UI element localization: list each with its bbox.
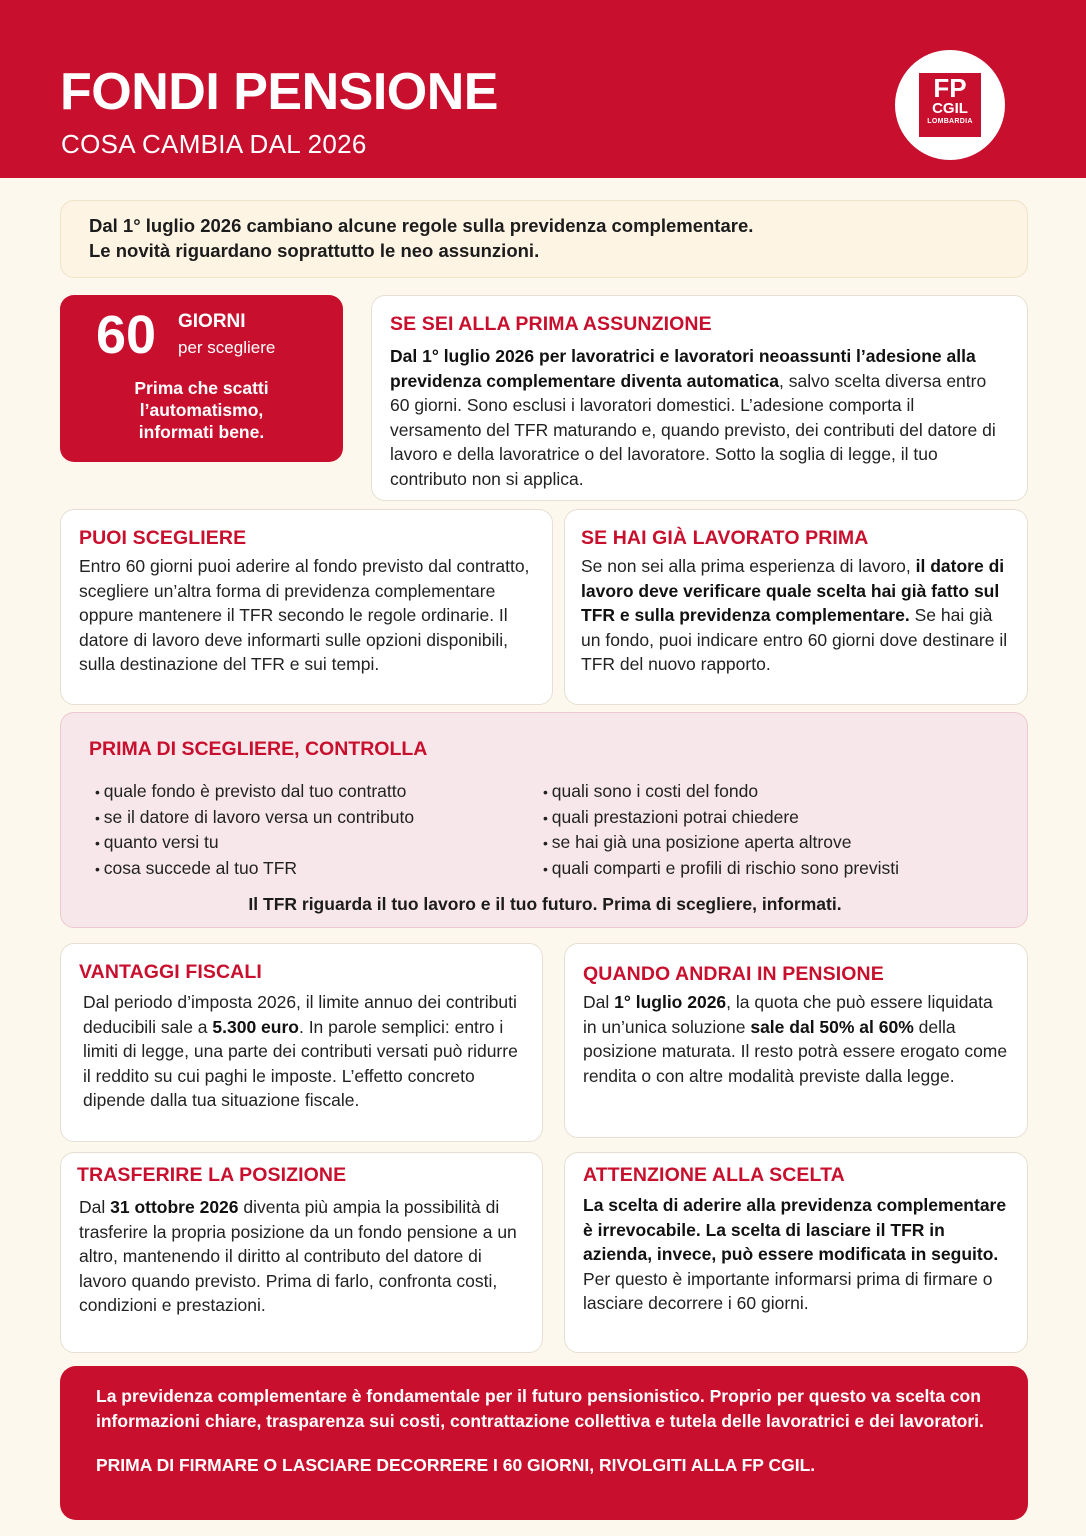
days-caption: per scegliere bbox=[178, 338, 276, 357]
checklist-item: • quali prestazioni potrai chiedere bbox=[543, 805, 899, 831]
worked-before-card bbox=[564, 509, 1028, 705]
retirement-text-3: della posizione maturata. Il resto potrà essere erogato come rendita o con altre modalità previste dalla legge. bbox=[583, 1016, 1008, 1086]
footer-banner bbox=[60, 1366, 1028, 1520]
header-banner bbox=[0, 0, 1086, 178]
days-unit: GIORNI bbox=[178, 311, 246, 332]
checklist-item: • quali sono i costi del fondo bbox=[543, 779, 899, 805]
transfer-text-1: Dal bbox=[79, 1197, 111, 1217]
choose-card bbox=[60, 509, 553, 705]
warning-card bbox=[564, 1152, 1028, 1353]
checklist-column-2 bbox=[543, 779, 899, 881]
footer-cta: PRIMA DI FIRMARE O LASCIARE DECORRERE I 60 GIORNI, RIVOLGITI ALLA FP CGIL. bbox=[96, 1455, 816, 1475]
days-note-line-1: Prima che scatti bbox=[134, 378, 269, 398]
first-hire-bold: Dal 1° luglio 2026 per lavoratrici e lavoratori neoassunti l’adesione alla previdenza complementare diventa automatica bbox=[390, 346, 976, 391]
intro-line-2: Le novità riguardano soprattutto le neo assunzioni. bbox=[89, 240, 540, 261]
intro-line-1: Dal 1° luglio 2026 cambiano alcune regole sulla previdenza complementare. bbox=[89, 215, 754, 236]
tax-title: VANTAGGI FISCALI bbox=[79, 961, 262, 983]
choose-title: PUOI SCEGLIERE bbox=[79, 527, 247, 549]
checklist-item: • se il datore di lavoro versa un contributo bbox=[95, 805, 414, 831]
checklist-title: PRIMA DI SCEGLIERE, CONTROLLA bbox=[89, 738, 428, 760]
worked-before-title: SE HAI GIÀ LAVORATO PRIMA bbox=[581, 527, 869, 549]
transfer-text-2: diventa più ampia la possibilità di trasferire la propria posizione da un fondo pensione a un altro, mantenendo il diritto al contributo del datore di lavoro quando previsto. Prima di farlo, confronta costi, condizioni e prestazioni. bbox=[79, 1197, 517, 1315]
tax-bold: 5.300 euro bbox=[212, 1016, 299, 1037]
checklist-panel bbox=[60, 712, 1028, 928]
logo-line-cgil: CGIL bbox=[932, 100, 968, 117]
worked-before-text bbox=[581, 554, 1011, 677]
first-hire-title: SE SEI ALLA PRIMA ASSUNZIONE bbox=[390, 313, 712, 335]
warning-title: ATTENZIONE ALLA SCELTA bbox=[583, 1164, 845, 1186]
tax-text-2: . In parole semplici: entro i limiti di legge, una parte dei contributi versati può ridurre il reddito su cui paghi le imposte. L’effetto concreto dipende dalla tua situazione fiscale. bbox=[83, 1016, 518, 1110]
fp-cgil-logo bbox=[895, 50, 1005, 160]
retirement-text bbox=[583, 990, 1009, 1088]
warning-rest: Per questo è importante informarsi prima di firmare o lasciare decorrere i 60 giorni. bbox=[583, 1268, 993, 1313]
transfer-title: TRASFERIRE LA POSIZIONE bbox=[77, 1164, 347, 1186]
days-note-line-3: informati bene. bbox=[138, 422, 265, 442]
worked-before-bold: il datore di lavoro deve verificare quale scelta hai già fatto sul TFR e sulla previdenza complementare. bbox=[581, 556, 1005, 625]
checklist-item: • cosa succede al tuo TFR bbox=[95, 856, 414, 882]
retirement-text-2: , la quota che può essere liquidata in un’unica soluzione bbox=[583, 992, 993, 1037]
logo-line-region: LOMBARDIA bbox=[927, 118, 973, 125]
retirement-card bbox=[564, 943, 1028, 1138]
page-subtitle: COSA CAMBIA DAL 2026 bbox=[61, 129, 367, 159]
logo-mark bbox=[919, 73, 981, 137]
logo-line-fp: FP bbox=[933, 73, 967, 103]
intro-box bbox=[60, 200, 1028, 278]
checklist-item: • quali comparti e profili di rischio sono previsti bbox=[543, 856, 899, 882]
transfer-text bbox=[77, 1195, 526, 1318]
first-hire-text bbox=[390, 344, 1009, 491]
choose-text: Entro 60 giorni puoi aderire al fondo previsto dal contratto, scegliere un’altra forma di previdenza complementare oppure mantenere il TFR secondo le regole ordinarie. Il datore di lavoro deve informarti sulle opzioni disponibili, sulla destinazione del TFR e sui tempi. bbox=[79, 556, 530, 674]
worked-before-text-2: Se hai già un fondo, puoi indicare entro 60 giorni dove destinare il TFR del nuovo rapporto. bbox=[581, 605, 1008, 674]
retirement-title: QUANDO ANDRAI IN PENSIONE bbox=[583, 963, 884, 985]
warning-bold: La scelta di aderire alla previdenza complementare è irrevocabile. La scelta di lasciare il TFR in azienda, invece, può essere modificata in seguito. bbox=[583, 1195, 1007, 1264]
first-hire-card bbox=[371, 295, 1028, 501]
days-note bbox=[60, 377, 343, 443]
checklist-column-1 bbox=[95, 779, 414, 881]
tax-card bbox=[60, 943, 543, 1142]
warning-text bbox=[583, 1193, 1009, 1316]
page-title: FONDI PENSIONE bbox=[60, 63, 498, 121]
tax-text-1: Dal periodo d’imposta 2026, il limite annuo dei contributi deducibili sale a bbox=[83, 992, 517, 1037]
retirement-text-1: Dal bbox=[583, 992, 615, 1012]
checklist-item: • se hai già una posizione aperta altrove bbox=[543, 830, 899, 856]
days-note-line-2: l’automatismo, bbox=[139, 400, 264, 420]
sixty-days-box bbox=[60, 295, 343, 462]
footer-text: La previdenza complementare è fondamentale per il futuro pensionistico. Proprio per questo va scelta con informazioni chiare, trasparenza sui costi, contrattazione collettiva e tutela delle lavoratrici e dei lavoratori. bbox=[96, 1386, 984, 1431]
checklist-tagline: Il TFR riguarda il tuo lavoro e il tuo futuro. Prima di scegliere, informati. bbox=[248, 894, 842, 914]
retirement-bold-1: 1° luglio 2026 bbox=[614, 992, 727, 1012]
retirement-bold-2: sale dal 50% al 60% bbox=[750, 1016, 914, 1037]
tax-text bbox=[79, 990, 524, 1113]
transfer-card bbox=[60, 1152, 543, 1353]
transfer-bold: 31 ottobre 2026 bbox=[110, 1197, 239, 1217]
first-hire-rest: , salvo scelta diversa entro 60 giorni. Sono esclusi i lavoratori domestici. L’adesione comporta il versamento del TFR maturando e, quando previsto, dei contributi del datore di lavoro e della lavoratrice o del lavoratore. Sotto la soglia di legge, il tuo contributo non si applica. bbox=[390, 370, 996, 489]
days-number: 60 bbox=[96, 305, 157, 365]
checklist-item: • quanto versi tu bbox=[95, 830, 414, 856]
checklist-item: • quale fondo è previsto dal tuo contratto bbox=[95, 779, 414, 805]
worked-before-text-1: Se non sei alla prima esperienza di lavoro, bbox=[581, 556, 916, 576]
